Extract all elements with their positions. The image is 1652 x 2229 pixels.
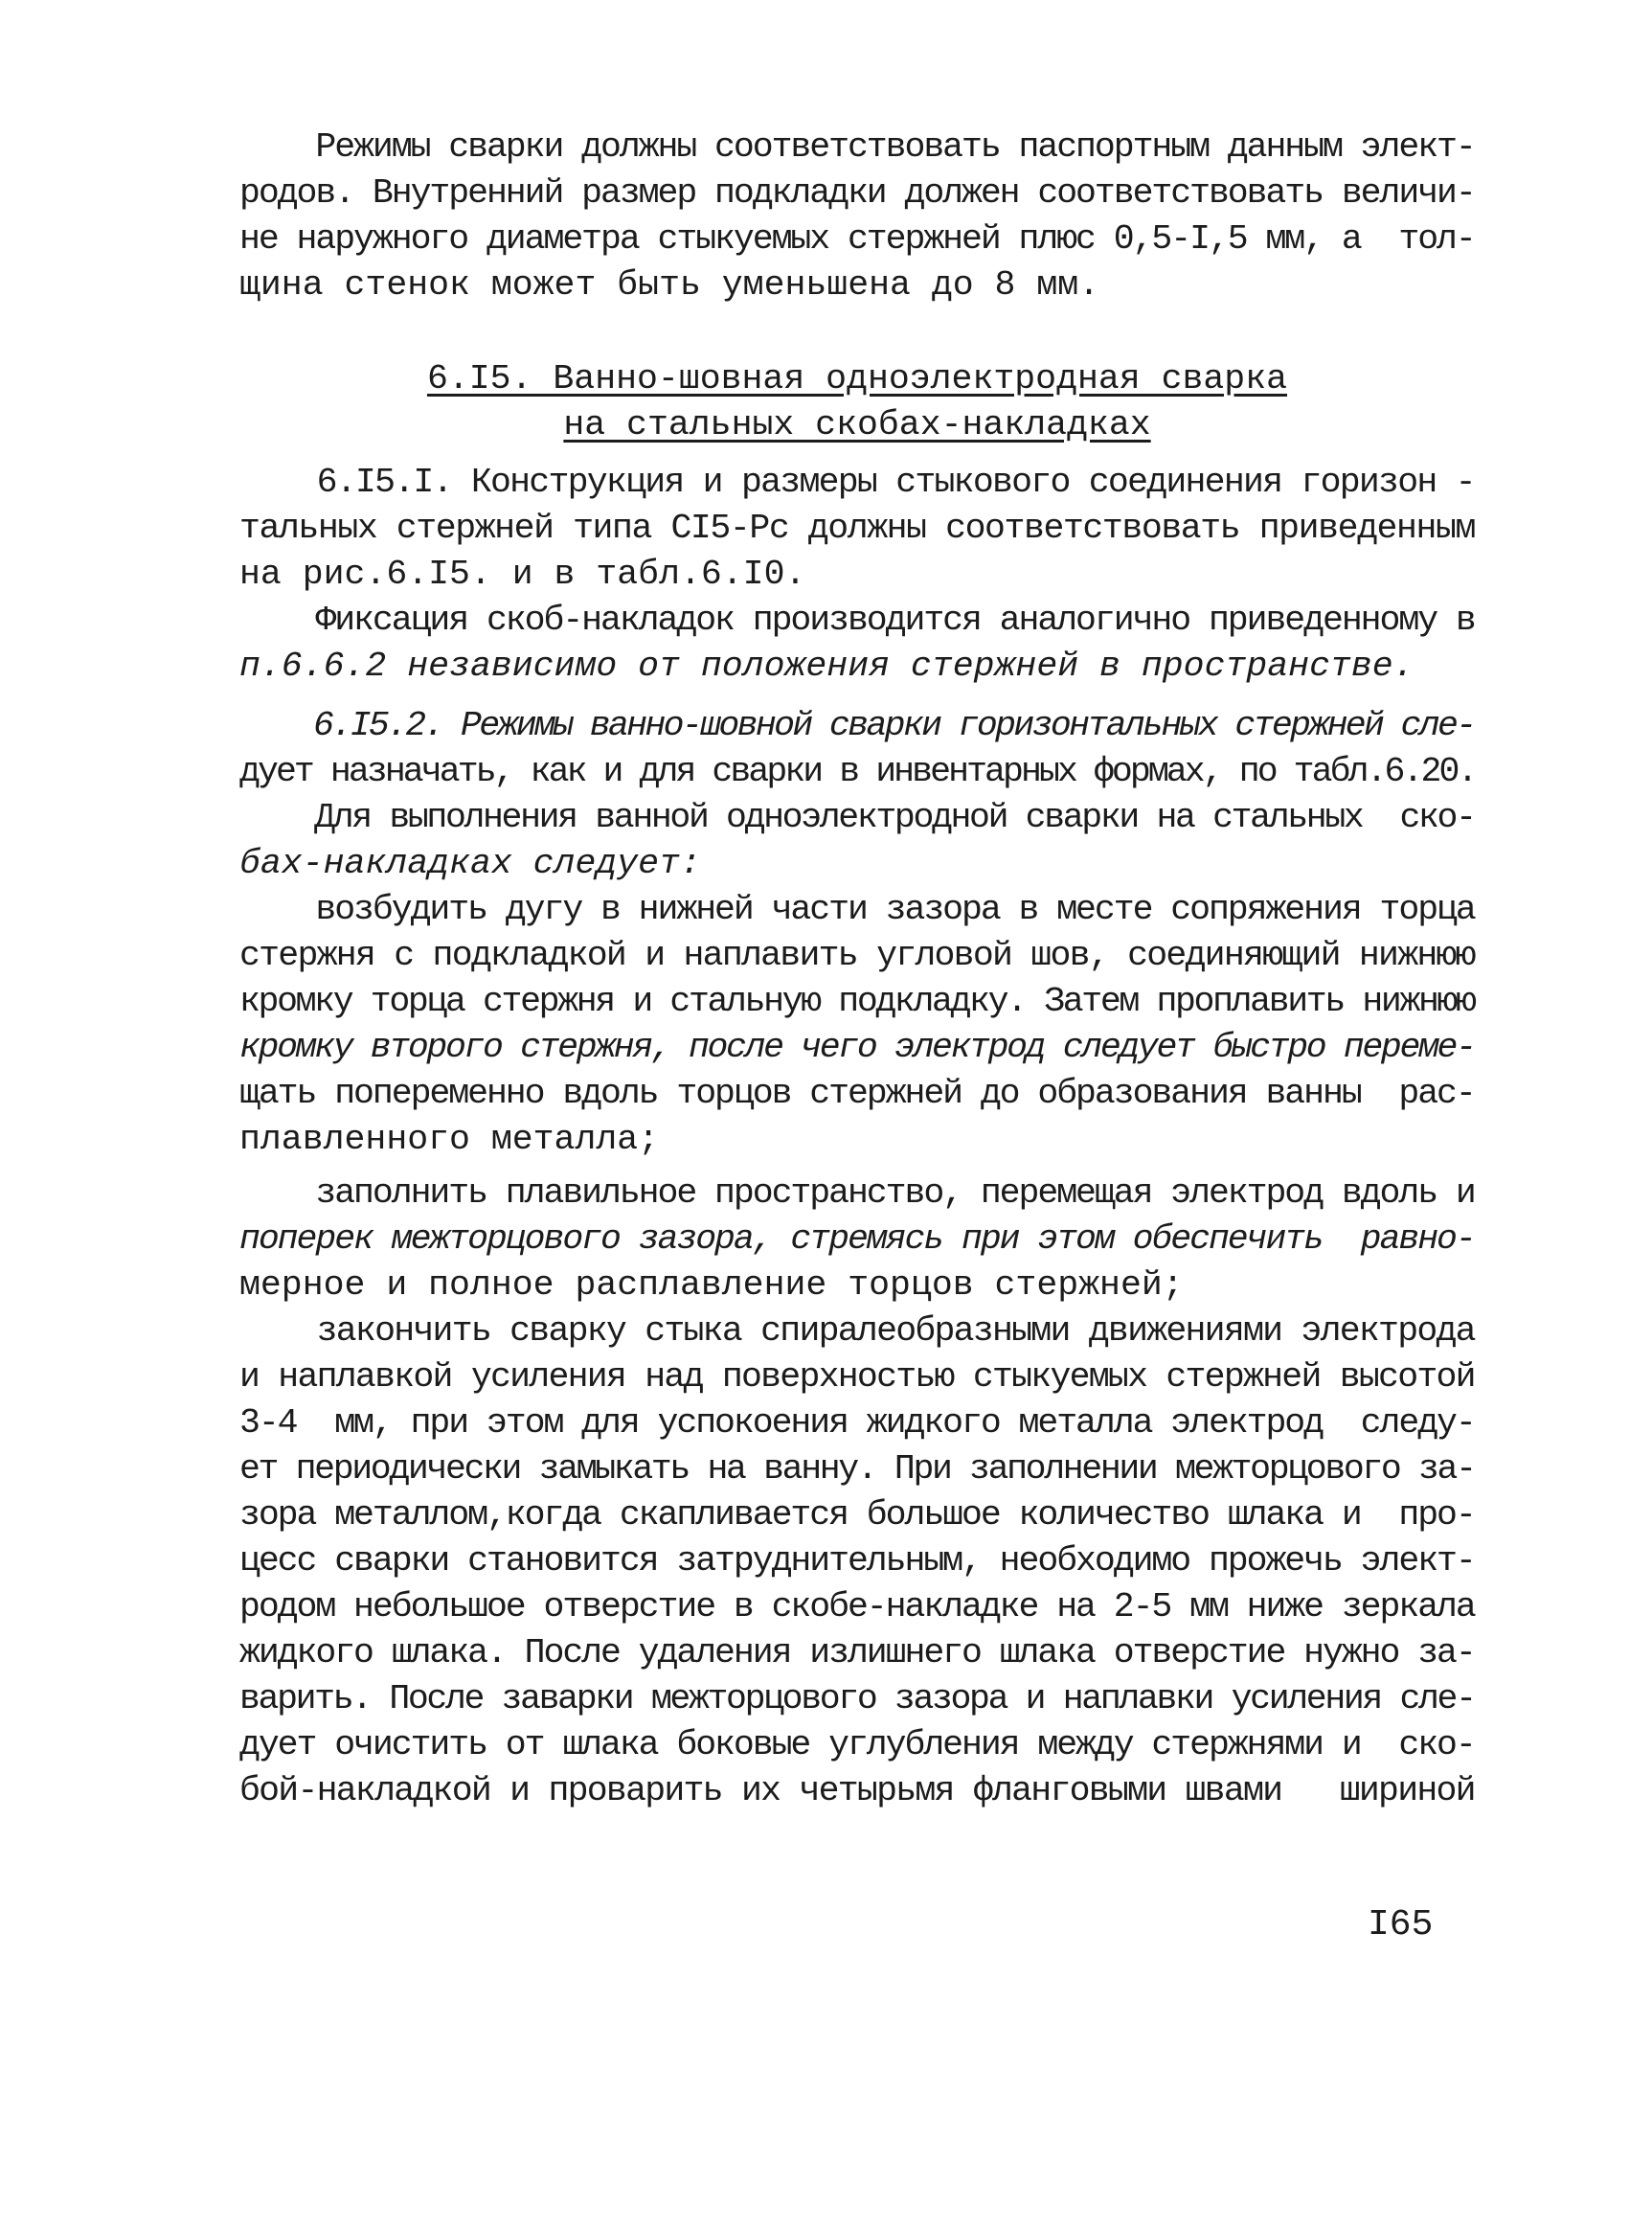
text-line: кромку второго стержня, после чего электрод следует быстро переме- [239,1028,1475,1067]
text-line: и наплавкой усиления над поверхностью стыкуемых стержней высотой [239,1357,1475,1397]
text-line: заполнить плавильное пространство, перемещая электрод вдоль и [239,1173,1475,1213]
text-line: возбудить дугу в нижней части зазора в месте сопряжения торца [239,890,1475,929]
text-line: варить. После заварки межторцового зазора и наплавки усиления сле- [239,1679,1475,1718]
text-line: дует назначать, как и для сварки в инвентарных формах, по табл.6.20. [239,752,1476,791]
text-line: мерное и полное расплавление торцов стержней; [239,1265,1184,1305]
text-line: закончить сварку стыка спиралеобразными движениями электрода [239,1311,1475,1351]
text-line: Режимы сварки должны соответствовать паспортным данным элект- [239,127,1475,167]
text-line: родом небольшое отверстие в скобе-накладке на 2-5 мм ниже зеркала [239,1587,1475,1626]
text-line: 6.I5.I. Конструкция и размеры стыкового соединения горизон - [239,463,1475,502]
paragraph-fixation [239,598,1475,690]
text-line: поперек межторцового зазора, стремясь при этом обеспечить равно- [239,1219,1475,1259]
text-line: 3-4 мм, при этом для успокоения жидкого металла электрод следу- [239,1403,1475,1443]
paragraph-step-ignite-arc [239,887,1475,1163]
text-line: плавленного металла; [239,1120,660,1159]
text-line: зора металлом,когда скапливается большое количество шлака и про- [239,1495,1475,1535]
text-line: не наружного диаметра стыкуемых стержней плюс 0,5-I,5 мм, а тол- [239,219,1475,259]
text-line: стержня с подкладкой и наплавить угловой шов, соединяющий нижнюю [239,936,1475,975]
text-line: тальных стержней типа CI5-Рс должны соответствовать приведенным [239,509,1475,548]
text-line: кромку торца стержня и стальную подкладку. Затем проплавить нижнюю [239,982,1475,1021]
heading-line [239,356,1475,402]
paragraph-step-finish-weld [239,1308,1475,1814]
heading-text: на стальных скобах-накладках [563,405,1151,444]
text-line: ет периодически замыкать на ванну. При заполнении межторцового за- [239,1449,1475,1489]
text-line: Для выполнения ванной одноэлектродной сварки на стальных ско- [239,798,1475,837]
paragraph-procedure-intro [239,795,1475,887]
text-line: 6.I5.2. Режимы ванно-шовной сварки горизонтальных стержней сле- [239,706,1475,745]
page-number: I65 [1368,1904,1434,1945]
text-line: щина стенок может быть уменьшена до 8 мм. [239,265,1100,305]
section-heading [239,356,1475,448]
text-line: щать попеременно вдоль торцов стержней до образования ванны рас- [239,1074,1475,1113]
text-line: бах-накладках следует: [239,844,701,883]
text-line: на рис.6.I5. и в табл.6.I0. [239,555,806,594]
text-line: Фиксация скоб-накладок производится аналогично приведенному в [239,601,1475,640]
text-line: бой-накладкой и проварить их четырьмя фланговыми швами шириной [239,1771,1475,1810]
heading-text: 6.I5. Ванно-шовная одноэлектродная сварка [426,359,1288,398]
text-line: родов. Внутренний размер подкладки должен соответствовать величи- [239,173,1475,213]
intro-paragraph [239,125,1475,308]
paragraph-step-fill-space [239,1171,1475,1308]
text-line: жидкого шлака. После удаления излишнего шлака отверстие нужно за- [239,1633,1475,1672]
heading-line [239,402,1475,448]
paragraph-6-15-1 [239,460,1475,598]
text-line: дует очистить от шлака боковые углубления между стержнями и ско- [239,1725,1475,1764]
text-line: цесс сварки становится затруднительным, необходимо прожечь элект- [239,1541,1475,1581]
text-line: п.6.6.2 независимо от положения стержней в пространстве. [239,647,1414,686]
paragraph-6-15-2 [239,703,1475,795]
